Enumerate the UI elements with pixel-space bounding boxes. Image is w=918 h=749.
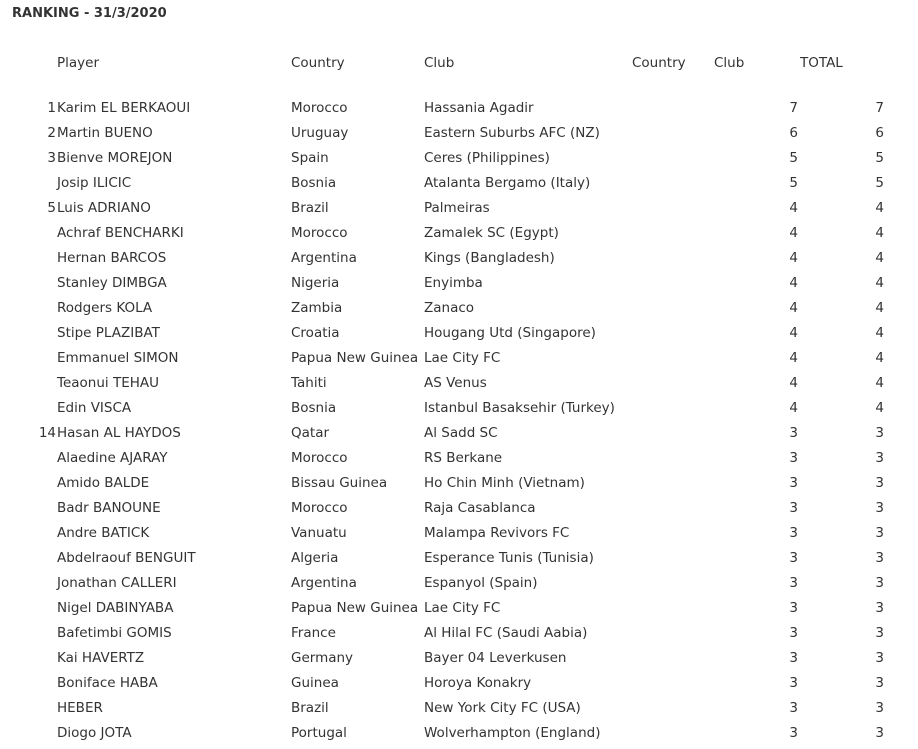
table-row <box>0 646 918 671</box>
player-club: Palmeiras <box>424 200 490 216</box>
total-points: 3 <box>875 550 884 566</box>
club-points: 3 <box>789 450 798 466</box>
player-country: Germany <box>291 650 354 666</box>
total-points: 4 <box>875 300 884 316</box>
table-row <box>0 671 918 696</box>
player-club: Horoya Konakry <box>424 675 532 691</box>
club-points: 3 <box>789 650 798 666</box>
player-club: Bayer 04 Leverkusen <box>424 650 567 666</box>
total-points: 3 <box>875 600 884 616</box>
total-points: 3 <box>875 700 884 716</box>
total-points: 3 <box>875 450 884 466</box>
club-points: 7 <box>789 100 798 116</box>
club-points: 4 <box>789 300 798 316</box>
player-club: Zamalek SC (Egypt) <box>424 225 559 241</box>
header-total: TOTAL <box>800 55 843 71</box>
total-points: 3 <box>875 500 884 516</box>
table-row <box>0 571 918 596</box>
player-club: Wolverhampton (England) <box>424 725 601 741</box>
player-country: Bissau Guinea <box>291 475 388 491</box>
total-points: 4 <box>875 275 884 291</box>
player-name: Amido BALDE <box>57 475 150 491</box>
player-club: Eastern Suburbs AFC (NZ) <box>424 125 600 141</box>
player-club: Ho Chin Minh (Vietnam) <box>424 475 585 491</box>
player-country: Papua New Guinea <box>291 350 419 366</box>
table-row <box>0 371 918 396</box>
table-row <box>0 471 918 496</box>
player-club: Espanyol (Spain) <box>424 575 538 591</box>
player-country: Algeria <box>291 550 339 566</box>
player-club: New York City FC (USA) <box>424 700 581 716</box>
total-points: 3 <box>875 425 884 441</box>
club-points: 4 <box>789 350 798 366</box>
player-club: RS Berkane <box>424 450 503 466</box>
table-row <box>0 546 918 571</box>
player-country: Uruguay <box>291 125 349 141</box>
player-country: Qatar <box>291 425 330 441</box>
header-club-points: Club <box>714 55 745 71</box>
player-country: Guinea <box>291 675 339 691</box>
total-points: 3 <box>875 675 884 691</box>
table-row <box>0 521 918 546</box>
table-row <box>0 721 918 746</box>
club-points: 5 <box>789 175 798 191</box>
player-name: Teaonui TEHAU <box>57 375 159 391</box>
total-points: 7 <box>875 100 884 116</box>
total-points: 3 <box>875 525 884 541</box>
header-country-points: Country <box>632 55 686 71</box>
table-row <box>0 346 918 371</box>
total-points: 4 <box>875 375 884 391</box>
club-points: 3 <box>789 425 798 441</box>
total-points: 4 <box>875 250 884 266</box>
club-points: 3 <box>789 550 798 566</box>
player-name: Abdelraouf BENGUIT <box>57 550 196 566</box>
player-club: Lae City FC <box>424 600 501 616</box>
player-country: France <box>291 625 336 641</box>
club-points: 4 <box>789 375 798 391</box>
player-name: HEBER <box>57 700 103 716</box>
table-row <box>0 121 918 146</box>
club-points: 4 <box>789 225 798 241</box>
club-points: 5 <box>789 150 798 166</box>
player-club: Kings (Bangladesh) <box>424 250 555 266</box>
club-points: 4 <box>789 200 798 216</box>
table-row <box>0 271 918 296</box>
header-player: Player <box>57 55 100 71</box>
rank-cell: 5 <box>47 200 56 216</box>
player-name: Josip ILICIC <box>57 175 132 191</box>
player-country: Argentina <box>291 250 357 266</box>
player-name: Diogo JOTA <box>57 725 132 741</box>
table-row <box>0 146 918 171</box>
player-club: Raja Casablanca <box>424 500 536 516</box>
total-points: 4 <box>875 325 884 341</box>
total-points: 3 <box>875 725 884 741</box>
player-name: Badr BANOUNE <box>57 500 161 516</box>
club-points: 3 <box>789 600 798 616</box>
total-points: 4 <box>875 350 884 366</box>
player-club: Al Hilal FC (Saudi Aabia) <box>424 625 588 641</box>
player-name: Stanley DIMBGA <box>57 275 167 291</box>
player-club: Lae City FC <box>424 350 501 366</box>
player-name: Achraf BENCHARKI <box>57 225 184 241</box>
club-points: 4 <box>789 250 798 266</box>
club-points: 3 <box>789 575 798 591</box>
player-club: Esperance Tunis (Tunisia) <box>424 550 594 566</box>
table-row <box>0 96 918 121</box>
player-name: Kai HAVERTZ <box>57 650 145 666</box>
player-name: Emmanuel SIMON <box>57 350 179 366</box>
player-club: Zanaco <box>424 300 475 316</box>
table-row <box>0 296 918 321</box>
total-points: 5 <box>875 150 884 166</box>
player-name: Hernan BARCOS <box>57 250 167 266</box>
table-row <box>0 321 918 346</box>
player-country: Vanuatu <box>291 525 347 541</box>
club-points: 3 <box>789 525 798 541</box>
club-points: 3 <box>789 725 798 741</box>
player-name: Karim EL BERKAOUI <box>57 100 191 116</box>
table-row <box>0 221 918 246</box>
player-country: Morocco <box>291 450 348 466</box>
club-points: 3 <box>789 625 798 641</box>
player-club: Atalanta Bergamo (Italy) <box>424 175 591 191</box>
total-points: 6 <box>875 125 884 141</box>
table-row <box>0 171 918 196</box>
rank-cell: 3 <box>47 150 56 166</box>
rank-cell: 2 <box>47 125 56 141</box>
total-points: 4 <box>875 200 884 216</box>
player-country: Brazil <box>291 200 329 216</box>
club-points: 4 <box>789 325 798 341</box>
player-name: Stipe PLAZIBAT <box>57 325 160 341</box>
club-points: 4 <box>789 400 798 416</box>
club-points: 3 <box>789 500 798 516</box>
table-row <box>0 696 918 721</box>
player-country: Morocco <box>291 225 348 241</box>
player-country: Papua New Guinea <box>291 600 419 616</box>
table-row <box>0 396 918 421</box>
player-club: Ceres (Philippines) <box>424 150 550 166</box>
table-row <box>0 246 918 271</box>
player-name: Boniface HABA <box>57 675 158 691</box>
player-club: Hougang Utd (Singapore) <box>424 325 596 341</box>
header-country: Country <box>291 55 345 71</box>
player-name: Nigel DABINYABA <box>57 600 174 616</box>
player-country: Spain <box>291 150 329 166</box>
club-points: 3 <box>789 475 798 491</box>
player-country: Morocco <box>291 100 348 116</box>
table-row <box>0 621 918 646</box>
player-country: Bosnia <box>291 400 337 416</box>
player-country: Zambia <box>291 300 343 316</box>
header-club: Club <box>424 55 455 71</box>
club-points: 3 <box>789 700 798 716</box>
player-country: Tahiti <box>291 375 327 391</box>
player-country: Nigeria <box>291 275 340 291</box>
total-points: 4 <box>875 225 884 241</box>
player-club: Istanbul Basaksehir (Turkey) <box>424 400 615 416</box>
total-points: 3 <box>875 475 884 491</box>
player-name: Luis ADRIANO <box>57 200 151 216</box>
player-name: Rodgers KOLA <box>57 300 153 316</box>
player-name: Hasan AL HAYDOS <box>57 425 181 441</box>
total-points: 4 <box>875 400 884 416</box>
player-club: Al Sadd SC <box>424 425 498 441</box>
total-points: 5 <box>875 175 884 191</box>
page-title: RANKING - 31/3/2020 <box>12 6 167 21</box>
rank-cell: 1 <box>47 100 56 116</box>
player-country: Brazil <box>291 700 329 716</box>
player-country: Argentina <box>291 575 357 591</box>
table-row <box>0 196 918 221</box>
table-row <box>0 421 918 446</box>
club-points: 6 <box>789 125 798 141</box>
player-club: Enyimba <box>424 275 483 291</box>
player-club: Malampa Revivors FC <box>424 525 570 541</box>
player-club: Hassania Agadir <box>424 100 534 116</box>
player-name: Martin BUENO <box>57 125 153 141</box>
player-name: Bafetimbi GOMIS <box>57 625 172 641</box>
total-points: 3 <box>875 575 884 591</box>
player-club: AS Venus <box>424 375 487 391</box>
player-name: Edin VISCA <box>57 400 132 416</box>
player-name: Andre BATICK <box>57 525 150 541</box>
player-country: Morocco <box>291 500 348 516</box>
total-points: 3 <box>875 625 884 641</box>
table-row <box>0 496 918 521</box>
rank-cell: 14 <box>38 425 56 441</box>
player-name: Jonathan CALLERI <box>57 575 177 591</box>
club-points: 3 <box>789 675 798 691</box>
player-country: Bosnia <box>291 175 337 191</box>
player-country: Portugal <box>291 725 347 741</box>
player-name: Bienve MOREJON <box>57 150 173 166</box>
club-points: 4 <box>789 275 798 291</box>
total-points: 3 <box>875 650 884 666</box>
player-name: Alaedine AJARAY <box>57 450 168 466</box>
player-country: Croatia <box>291 325 340 341</box>
table-row <box>0 596 918 621</box>
table-row <box>0 446 918 471</box>
